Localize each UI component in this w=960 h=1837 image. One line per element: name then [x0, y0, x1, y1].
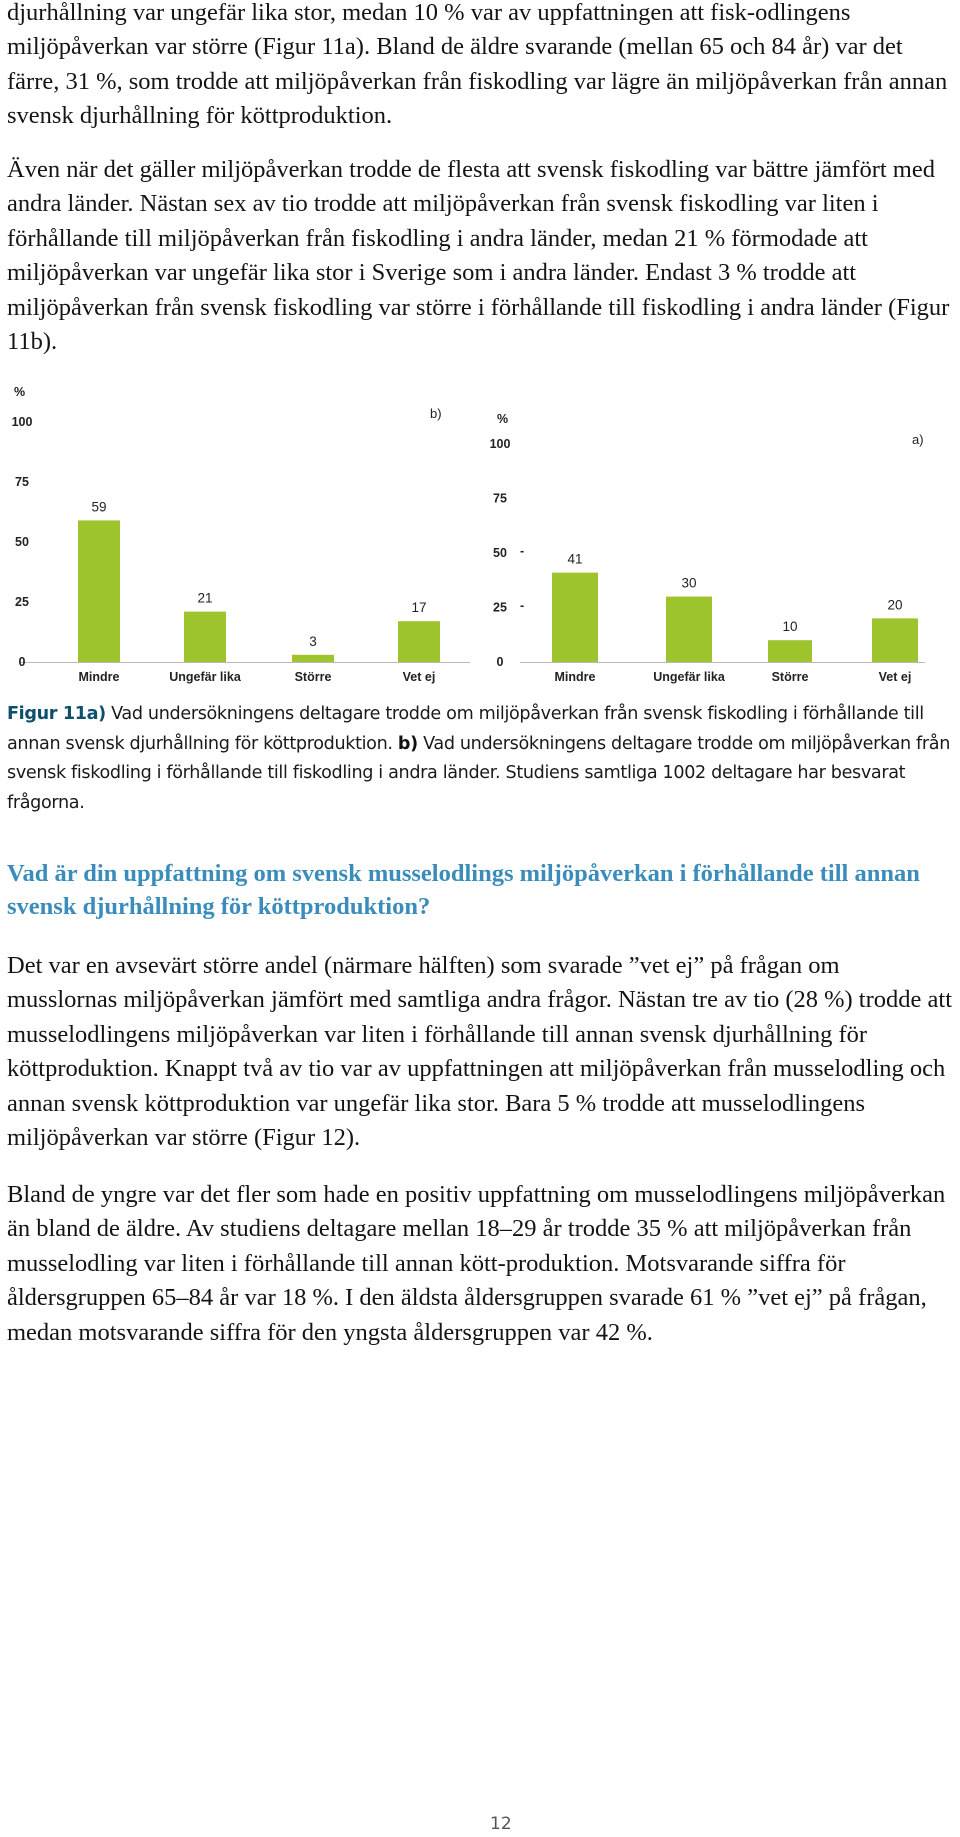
category-label: Vet ej	[878, 670, 912, 684]
bar	[872, 618, 918, 662]
category-label: Ungefär lika	[653, 670, 725, 684]
data-label: 17	[411, 600, 427, 616]
category-label: Ungefär lika	[169, 670, 241, 684]
data-label: 41	[567, 551, 583, 567]
body-paragraph: djurhållning var ungefär lika stor, medan 10 % var av uppfattningen att fisk-odlingens miljöpåverkan var större (Figur 11a). Bland de äldre svarande (mellan 65 och 84 år) var det färre, 31 %, som trodde att miljöpåverkan från fiskodling var lägre än miljöpåverkan från annan svensk djurhållning för köttproduktion.	[7, 0, 948, 130]
category-label: Mindre	[554, 670, 596, 684]
bar	[398, 621, 440, 662]
y-axis-label: %	[497, 412, 509, 426]
category-label: Större	[294, 670, 332, 684]
y-tick-mark: -	[520, 544, 525, 558]
data-label: 3	[309, 633, 317, 649]
data-label: 59	[91, 499, 107, 515]
category-label: Större	[771, 670, 809, 684]
caption-text-b: Vad undersökningens deltagare trodde om miljöpåverkan från svensk fiskodling i förhållande till fiskodling i andra länder. Studiens samtliga 1002 deltagare har besvarat frågorna.	[7, 733, 950, 813]
data-label: 10	[782, 619, 798, 635]
figure-caption	[7, 700, 957, 818]
bar	[768, 640, 812, 662]
y-tick-label: 25	[493, 600, 507, 615]
y-tick-label: 100	[489, 437, 511, 451]
y-tick-label: 100	[11, 415, 33, 429]
caption-label-b: b)	[397, 733, 418, 754]
data-label: 30	[681, 575, 697, 591]
caption-text-a: Vad undersökningens deltagare trodde om miljöpåverkan från svensk fiskodling i förhållande till annan svensk djurhållning för köttproduktion.	[7, 704, 924, 754]
y-tick-label: 25	[15, 595, 29, 609]
chart-b	[12, 385, 470, 684]
panel-label: a)	[912, 432, 924, 447]
figure-11-charts	[0, 0, 960, 700]
caption-label-a: Figur 11a)	[7, 704, 106, 724]
bar	[292, 655, 334, 662]
data-label: 20	[887, 597, 903, 613]
y-tick-label: 50	[493, 546, 507, 560]
bar	[552, 573, 598, 662]
y-tick-label: 0	[496, 655, 504, 669]
y-tick-label: 75	[493, 491, 507, 506]
y-tick-label: 0	[18, 655, 26, 669]
data-label: 21	[197, 590, 213, 606]
body-paragraph: Bland de yngre var det fler som hade en positiv uppfattning om musselodlingens miljöpåverkan än bland de äldre. Av studiens deltagare mellan 18–29 år trodde 35 % att miljöpåverkan från musselodling var liten i förhållande till annan kött-produktion. Motsvarande siffra för åldersgruppen 65–84 år var 18 %. I den äldsta åldersgruppen svarade 61 % ”vet ej” på frågan, medan motsvarande siffra för den yngsta åldersgruppen var 42 %.	[7, 1181, 946, 1346]
body-paragraph: Det var en avsevärt större andel (närmare hälften) som svarade ”vet ej” på frågan om musslornas miljöpåverkan jämfört med samtliga andra frågor. Nästan tre av tio (28 %) trodde att musselodlingens miljöpåverkan var liten i förhållande till annan svensk djurhållning för köttproduktion. Knappt två av tio var av uppfattningen att miljöpåverkan från musselodling och annan svensk köttproduktion var ungefär lika stor. Bara 5 % trodde att musselodlingens miljöpåverkan var större (Figur 12).	[7, 952, 953, 1152]
y-tick-mark: -	[520, 598, 525, 613]
bar	[78, 520, 120, 662]
y-tick-label: 50	[15, 535, 29, 549]
category-label: Vet ej	[402, 670, 436, 684]
chart-a	[490, 412, 925, 684]
page-number: 12	[490, 1814, 512, 1834]
bar	[184, 612, 226, 662]
panel-label: b)	[430, 406, 442, 421]
y-axis-label: %	[14, 385, 26, 399]
y-tick-label: 75	[15, 475, 29, 489]
category-label: Mindre	[78, 670, 120, 684]
section-heading: Vad är din uppfattning om svensk musselodlings miljöpåverkan i förhållande till annan svensk djurhållning för köttproduktion?	[7, 860, 920, 920]
body-paragraph: Även när det gäller miljöpåverkan trodde de flesta att svensk fiskodling var bättre jämfört med andra länder. Nästan sex av tio trodde att miljöpåverkan från svensk fiskodling var liten i förhållande till miljöpåverkan från fiskodling i andra länder, medan 21 % förmodade att miljöpåverkan var ungefär lika stor i Sverige som i andra länder. Endast 3 % trodde att miljöpåverkan från svensk fiskodling var större i förhållande till fiskodling i andra länder (Figur 11b).	[7, 156, 950, 356]
bar	[666, 597, 712, 662]
